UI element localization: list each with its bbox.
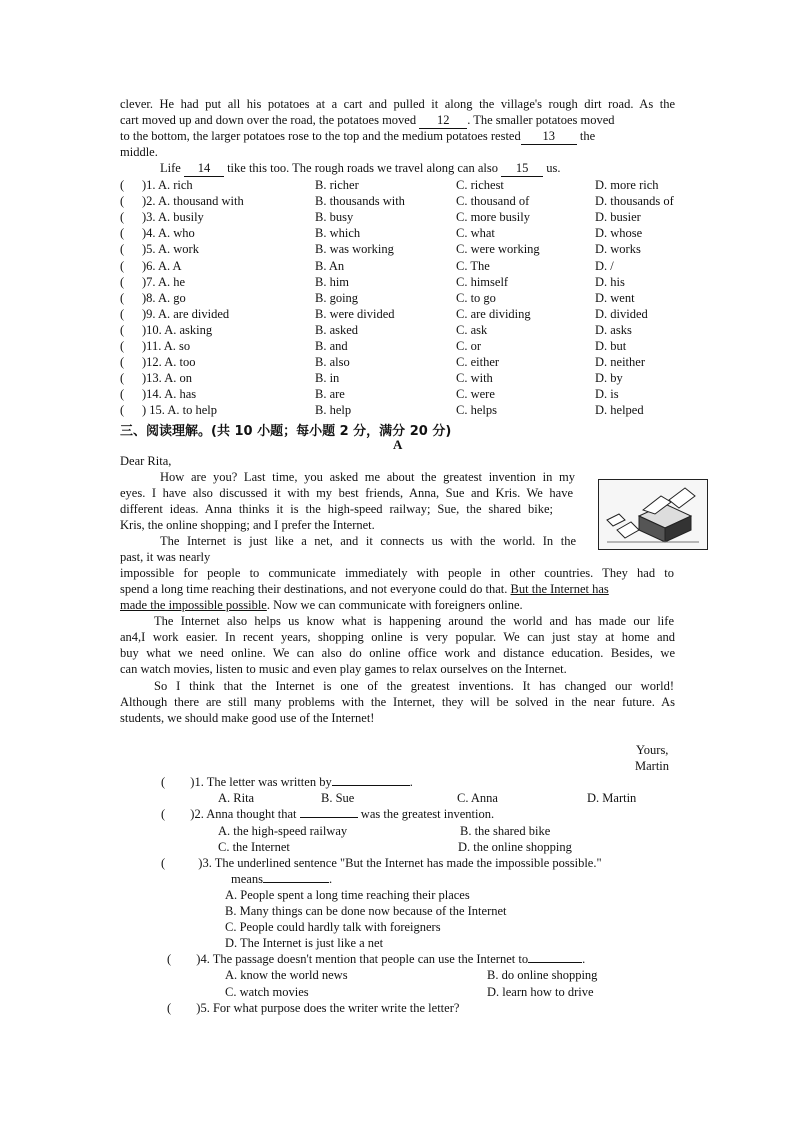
question-text: )2. Anna thought that: [190, 807, 297, 821]
option-b[interactable]: B. also: [315, 355, 350, 370]
answer-blank[interactable]: [332, 785, 410, 786]
cloze-question-row: [120, 354, 680, 370]
answer-paren[interactable]: (: [161, 856, 166, 870]
option-d[interactable]: D. asks: [595, 322, 632, 337]
option-a[interactable]: )14. A. has: [142, 387, 197, 402]
answer-paren[interactable]: (: [120, 387, 125, 402]
option-b[interactable]: B. Sue: [321, 791, 355, 805]
option-d[interactable]: D. works: [595, 242, 641, 257]
blank-14: 14: [184, 160, 224, 177]
option-c[interactable]: C. are dividing: [456, 306, 531, 321]
option-c[interactable]: C. thousand of: [456, 194, 530, 209]
letter-line: Although there are still many problems with the Internet, they will be solved in the near future. As: [120, 695, 675, 709]
cloze-line-2: [120, 112, 675, 129]
question-text: )1. The letter was written by: [190, 775, 332, 789]
option-a[interactable]: )12. A. too: [142, 355, 196, 370]
option-b[interactable]: B. thousands with: [315, 194, 405, 209]
answer-paren[interactable]: (: [120, 371, 125, 386]
letter-line: So I think that the Internet is one of the greatest inventions. It has changed our world!: [154, 679, 674, 693]
question-text: )4. The passage doesn't mention that people can use the Internet to: [196, 952, 529, 966]
option-d[interactable]: D. divided: [595, 306, 648, 321]
answer-paren[interactable]: (: [120, 274, 125, 289]
cloze-question-row: [120, 241, 680, 257]
cloze-question-row: [120, 258, 680, 274]
option-b[interactable]: B. Many things can be done now because of the Internet: [225, 904, 507, 918]
letter-closing: Yours,: [636, 743, 669, 757]
option-d[interactable]: D. Martin: [587, 791, 637, 805]
option-c[interactable]: C. watch movies: [225, 985, 309, 999]
letter-line: past, it was nearly: [120, 550, 211, 564]
answer-paren[interactable]: (: [120, 290, 125, 305]
option-a[interactable]: )7. A. he: [142, 274, 186, 289]
option-c[interactable]: C. more busily: [456, 210, 530, 225]
option-c[interactable]: C. or: [456, 339, 481, 353]
option-d[interactable]: D. is: [595, 387, 619, 402]
cloze-line-3: [120, 128, 675, 145]
option-c[interactable]: C. what: [456, 226, 495, 241]
letter-line: eyes. I have also discussed it with my best friends, Anna, Sue and Kris. We have: [120, 486, 573, 500]
letter-line: Kris, the online shopping; and I prefer the Internet.: [120, 518, 375, 532]
option-b[interactable]: B. in: [315, 371, 340, 386]
cloze-text: Life: [160, 161, 181, 175]
answer-paren[interactable]: (: [120, 355, 125, 370]
passage-label: A: [393, 437, 403, 452]
option-d[interactable]: D. helped: [595, 403, 644, 418]
option-a[interactable]: ) 15. A. to help: [142, 403, 217, 418]
option-d[interactable]: D. thousands of: [595, 194, 674, 209]
letter-line: [120, 581, 675, 597]
answer-paren[interactable]: (: [120, 258, 125, 273]
question-text: was the greatest invention.: [360, 807, 495, 821]
option-a[interactable]: )8. A. go: [142, 290, 186, 305]
cloze-line-4: middle.: [120, 145, 158, 159]
option-b[interactable]: B. and: [315, 339, 348, 353]
letter-line: an4,I work easier. In recent years, shopping online is very popular. We can just stay at home and: [120, 630, 675, 644]
letter-greeting: Dear Rita,: [120, 454, 172, 468]
answer-paren[interactable]: (: [161, 775, 166, 789]
option-c[interactable]: C. helps: [456, 403, 497, 418]
cloze-text: the: [579, 129, 596, 143]
option-d[interactable]: D. went: [595, 290, 635, 305]
cloze-question-row: [120, 274, 680, 290]
underlined-sentence: made the impossible possible: [120, 598, 267, 612]
cloze-question-row: [120, 306, 680, 322]
blank-12: 12: [419, 112, 467, 129]
cloze-question-row: [120, 290, 680, 306]
answer-paren[interactable]: (: [167, 1001, 172, 1015]
cloze-text: us.: [546, 161, 561, 175]
letter-line: The Internet is just like a net, and it connects us with the world. In the: [160, 534, 576, 548]
reading-question-2: [161, 806, 494, 822]
section-heading: 三、阅读理解。(共 10 小题；每小题 2 分，满分 20 分): [120, 424, 452, 439]
option-b[interactable]: B. An: [315, 258, 345, 273]
option-c[interactable]: C. People could hardly talk with foreigners: [225, 920, 441, 934]
question-text: )3. The underlined sentence "But the Internet has made the impossible possible.": [198, 856, 602, 870]
option-c[interactable]: C. to go: [456, 290, 496, 305]
reading-question-3-cont: means .: [231, 872, 333, 886]
cloze-question-row: [120, 225, 680, 241]
option-b[interactable]: B. him: [315, 274, 350, 289]
option-a[interactable]: )2. A. thousand with: [142, 194, 244, 209]
option-b[interactable]: B. which: [315, 226, 361, 241]
option-d[interactable]: D. but: [595, 339, 627, 353]
option-c[interactable]: C. with: [456, 371, 493, 386]
question-text: means: [231, 872, 263, 886]
option-a[interactable]: A. know the world news: [225, 968, 348, 982]
option-b[interactable]: B. are: [315, 387, 345, 402]
cloze-question-row: [120, 402, 680, 418]
option-d[interactable]: D. The Internet is just like a net: [225, 936, 384, 950]
answer-paren[interactable]: (: [120, 226, 125, 241]
cloze-text: cart moved up and down over the road, the potatoes moved: [120, 113, 417, 127]
cloze-question-row: [120, 370, 680, 386]
answer-blank[interactable]: [300, 817, 358, 818]
answer-paren[interactable]: (: [120, 210, 125, 225]
option-d[interactable]: D. the online shopping: [458, 840, 572, 854]
option-d[interactable]: D. his: [595, 274, 625, 289]
option-c[interactable]: C. The: [456, 258, 490, 273]
option-a[interactable]: )11. A. so: [142, 339, 191, 353]
answer-paren[interactable]: (: [120, 339, 125, 353]
cloze-question-row: [120, 209, 680, 225]
cloze-question-row: [120, 338, 680, 354]
option-d[interactable]: D. more rich: [595, 178, 659, 192]
blank-15: 15: [501, 160, 543, 177]
option-b[interactable]: B. asked: [315, 322, 359, 337]
option-a[interactable]: )13. A. on: [142, 371, 192, 386]
cloze-text: . The smaller potatoes moved: [467, 113, 615, 127]
letter-line: different ideas. Anna thinks it is the high-speed railway; Sue, the shared bike;: [120, 502, 553, 516]
option-b[interactable]: B. help: [315, 403, 352, 418]
cloze-line-5: [160, 160, 715, 177]
reading-question-3: [161, 855, 674, 871]
question-text: )5. For what purpose does the writer write the letter?: [196, 1001, 460, 1015]
cloze-question-row: [120, 386, 680, 402]
answer-blank[interactable]: [263, 882, 329, 883]
option-c[interactable]: C. Anna: [457, 791, 498, 805]
answer-paren[interactable]: (: [120, 403, 125, 418]
letter-signature: Martin: [635, 759, 670, 773]
reading-question-1: ( )1. The letter was written by .: [161, 775, 413, 789]
letter-line: The Internet also helps us know what is happening around the world and has made our life: [154, 614, 674, 628]
option-a[interactable]: )3. A. busily: [142, 210, 204, 225]
cloze-line-1: clever. He had put all his potatoes at a cart and pulled it along the village's rough dirt road. As the: [120, 97, 675, 111]
option-b[interactable]: B. going: [315, 290, 359, 305]
reading-question-5: [167, 1000, 459, 1016]
option-d[interactable]: D. neither: [595, 355, 645, 370]
option-d[interactable]: D. /: [595, 258, 614, 273]
option-c[interactable]: C. the Internet: [218, 840, 290, 854]
option-a[interactable]: )5. A. work: [142, 242, 199, 257]
option-b[interactable]: B. the shared bike: [460, 824, 551, 838]
option-a[interactable]: )9. A. are divided: [142, 306, 230, 321]
letter-line: How are you? Last time, you asked me about the greatest invention in my: [160, 470, 575, 484]
option-d[interactable]: D. by: [595, 371, 623, 386]
option-a[interactable]: A. People spent a long time reaching their places: [225, 888, 470, 902]
option-d[interactable]: D. whose: [595, 226, 643, 241]
answer-paren[interactable]: (: [161, 807, 166, 821]
option-a[interactable]: )6. A. A: [142, 258, 182, 273]
option-a[interactable]: A. the high-speed railway: [218, 824, 348, 838]
cloze-question-row: [120, 193, 680, 209]
option-b[interactable]: B. busy: [315, 210, 354, 225]
option-c[interactable]: C. himself: [456, 274, 509, 289]
option-b[interactable]: B. was working: [315, 242, 394, 257]
cloze-question-row: [120, 322, 680, 338]
answer-paren[interactable]: (: [120, 306, 125, 321]
reading-question-4: ( )4. The passage doesn't mention that people can use the Internet to .: [167, 952, 586, 966]
letter-line: impossible for people to communicate immediately with people in other countries. They had to: [120, 566, 674, 580]
option-c[interactable]: C. either: [456, 355, 500, 370]
option-b[interactable]: B. do online shopping: [487, 968, 598, 982]
cloze-text: tike this too. The rough roads we travel along can also: [227, 161, 498, 175]
option-c[interactable]: C. ask: [456, 322, 488, 337]
letter-line: can watch movies, listen to music and even play games to relax ourselves on the Internet.: [120, 662, 567, 676]
letter-text: . Now we can communicate with foreigners online.: [266, 598, 523, 612]
letter-line: [120, 597, 675, 613]
answer-paren[interactable]: (: [120, 194, 125, 209]
option-d[interactable]: D. busier: [595, 210, 641, 225]
letter-text: spend a long time reaching their destinations, and not everyone could do that.: [120, 582, 508, 596]
answer-paren[interactable]: (: [120, 178, 125, 192]
underlined-sentence: But the Internet has: [510, 582, 609, 596]
letter-line: buy what we need online. We can also do online office work and distance education. Besides, we: [120, 646, 675, 660]
option-a[interactable]: A. Rita: [218, 791, 255, 805]
answer-paren[interactable]: (: [167, 952, 172, 966]
option-a[interactable]: )10. A. asking: [142, 322, 213, 337]
option-a[interactable]: )4. A. who: [142, 226, 195, 241]
answer-blank[interactable]: [528, 962, 582, 963]
answer-paren[interactable]: (: [120, 322, 125, 337]
blank-13: 13: [521, 128, 577, 145]
option-c[interactable]: C. were: [456, 387, 495, 402]
option-b[interactable]: B. were divided: [315, 306, 395, 321]
option-c[interactable]: C. richest: [456, 178, 504, 192]
option-d[interactable]: D. learn how to drive: [487, 985, 594, 999]
cloze-question-row: [120, 177, 680, 193]
letter-illustration: [598, 479, 708, 550]
letter-line: students, we should make good use of the Internet!: [120, 711, 375, 725]
option-b[interactable]: B. richer: [315, 178, 359, 192]
option-a[interactable]: )1. A. rich: [142, 178, 193, 192]
cloze-text: to the bottom, the larger potatoes rose to the top and the medium potatoes rested: [120, 129, 521, 143]
answer-paren[interactable]: (: [120, 242, 125, 257]
option-c[interactable]: C. were working: [456, 242, 540, 257]
